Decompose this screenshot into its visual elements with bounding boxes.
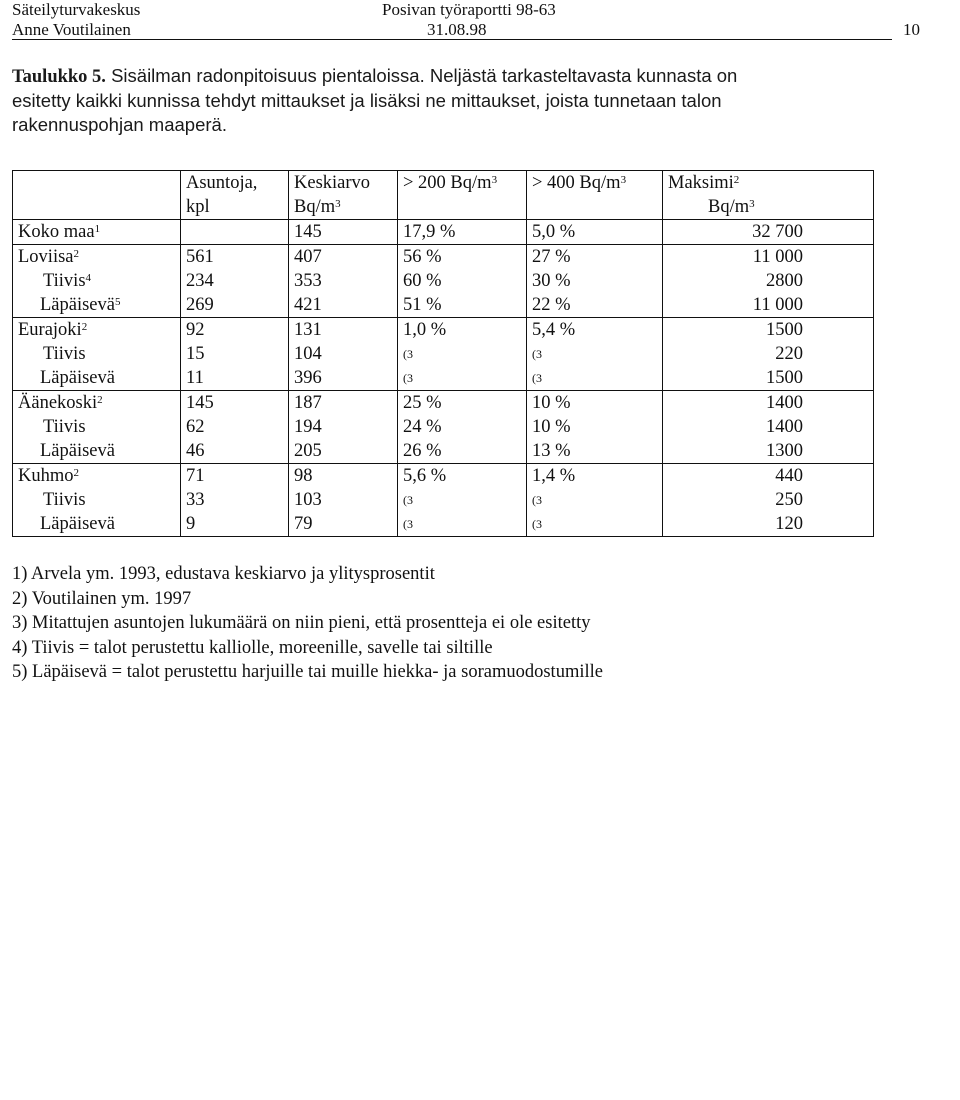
- superscript-note: 3: [620, 174, 627, 186]
- row-name: Läpäisevä: [40, 295, 115, 315]
- max-cell: [663, 464, 874, 489]
- row-label: [13, 220, 181, 245]
- table-row: [13, 415, 874, 439]
- mean-cell: [289, 245, 398, 270]
- cell-value: 5,6 %: [403, 466, 447, 486]
- over200-cell: [398, 220, 527, 245]
- max-cell: [663, 415, 874, 439]
- cell-value: 103: [294, 490, 322, 510]
- cell-value: 396: [294, 368, 322, 388]
- over400-cell: [527, 391, 663, 416]
- header-cell: [663, 171, 874, 220]
- over400-cell: [527, 512, 663, 537]
- count-cell: [181, 415, 289, 439]
- mean-cell: [289, 415, 398, 439]
- row-label: [13, 464, 181, 489]
- header-line1: Asuntoja,: [186, 173, 258, 193]
- superscript-note: 3: [749, 198, 755, 210]
- over200-cell: [398, 366, 527, 391]
- cell-value: 269: [186, 295, 214, 315]
- cell-value: 145: [186, 393, 214, 413]
- cell-value: 250: [775, 490, 803, 510]
- cell-value: 145: [294, 222, 322, 242]
- count-cell: [181, 464, 289, 489]
- cell-value: 92: [186, 320, 205, 340]
- header-line1: > 200 Bq/m: [403, 173, 492, 193]
- count-cell: [181, 488, 289, 512]
- cell-value: 60 %: [403, 271, 442, 291]
- header-line2: kpl: [186, 197, 210, 217]
- header-report: Posivan työraportti 98-63: [382, 0, 556, 19]
- row-name: Kuhmo: [18, 466, 74, 486]
- count-cell: [181, 512, 289, 537]
- cell-value: 32 700: [752, 222, 803, 242]
- cell-value: 440: [775, 466, 803, 486]
- row-label: [13, 391, 181, 416]
- cell-value: 1400: [766, 393, 803, 413]
- mean-cell: [289, 391, 398, 416]
- table-row: [13, 245, 874, 270]
- cell-value: 46: [186, 441, 205, 461]
- row-label: [13, 269, 181, 293]
- cell-value: 2800: [766, 271, 803, 291]
- max-cell: [663, 391, 874, 416]
- max-cell: [663, 488, 874, 512]
- row-label: [13, 439, 181, 464]
- note-3-marker: (3: [532, 347, 542, 361]
- count-cell: [181, 366, 289, 391]
- over200-cell: [398, 415, 527, 439]
- cell-value: 407: [294, 247, 322, 267]
- header-line1: Keskiarvo: [294, 173, 371, 193]
- cell-value: 26 %: [403, 441, 442, 461]
- table-header-row: [13, 171, 874, 220]
- over400-cell: [527, 464, 663, 489]
- table-row: [13, 439, 874, 464]
- row-label: [13, 342, 181, 366]
- cell-value: 353: [294, 271, 322, 291]
- over400-cell: [527, 366, 663, 391]
- cell-value: 22 %: [532, 295, 571, 315]
- over400-cell: [527, 220, 663, 245]
- cell-value: 187: [294, 393, 322, 413]
- row-name: Läpäisevä: [40, 514, 115, 534]
- count-cell: [181, 391, 289, 416]
- cell-value: 11: [186, 368, 204, 388]
- superscript-note: 2: [73, 467, 79, 479]
- cell-value: 13 %: [532, 441, 571, 461]
- row-label: [13, 366, 181, 391]
- row-name: Läpäisevä: [40, 441, 115, 461]
- max-cell: [663, 366, 874, 391]
- note-3-marker: (3: [403, 517, 413, 531]
- header-author: Anne Voutilainen: [12, 20, 131, 39]
- cell-value: 79: [294, 514, 313, 534]
- superscript-note: 4: [85, 272, 92, 284]
- mean-cell: [289, 269, 398, 293]
- header-org: Säteilyturvakeskus: [12, 0, 141, 19]
- header-line2: Bq/m: [708, 197, 750, 217]
- header-date: 31.08.98: [427, 20, 487, 39]
- cell-value: 10 %: [532, 393, 571, 413]
- footnote: 5) Läpäisevä = talot perustettu harjuille tai muille hiekka- ja soramuodostumille: [12, 662, 603, 682]
- mean-cell: [289, 464, 398, 489]
- header-cell: [527, 171, 663, 220]
- mean-cell: [289, 366, 398, 391]
- footnote: 3) Mitattujen asuntojen lukumäärä on niin pieni, että prosentteja ei ole esitetty: [12, 613, 591, 633]
- over200-cell: [398, 512, 527, 537]
- mean-cell: [289, 439, 398, 464]
- cell-value: 33: [186, 490, 205, 510]
- header-line1: > 400 Bq/m: [532, 173, 621, 193]
- mean-cell: [289, 342, 398, 366]
- row-name: Eurajoki: [18, 320, 82, 340]
- cell-value: 234: [186, 271, 214, 291]
- max-cell: [663, 245, 874, 270]
- cell-value: 1,0 %: [403, 320, 447, 340]
- cell-value: 71: [186, 466, 205, 486]
- note-3-marker: (3: [532, 493, 542, 507]
- header-rule: [12, 39, 892, 40]
- cell-value: 1300: [766, 441, 803, 461]
- cell-value: 98: [294, 466, 313, 486]
- cell-value: 25 %: [403, 393, 442, 413]
- row-name: Tiivis: [43, 271, 86, 291]
- count-cell: [181, 293, 289, 318]
- table-row: [13, 488, 874, 512]
- note-3-marker: (3: [403, 493, 413, 507]
- over200-cell: [398, 245, 527, 270]
- max-cell: [663, 318, 874, 343]
- cell-value: 56 %: [403, 247, 442, 267]
- cell-value: 104: [294, 344, 322, 364]
- table-row: [13, 342, 874, 366]
- over400-cell: [527, 318, 663, 343]
- cell-value: 1500: [766, 320, 803, 340]
- table-row: [13, 391, 874, 416]
- over400-cell: [527, 245, 663, 270]
- max-cell: [663, 293, 874, 318]
- cell-value: 17,9 %: [403, 222, 456, 242]
- count-cell: [181, 318, 289, 343]
- over400-cell: [527, 342, 663, 366]
- table-row: [13, 464, 874, 489]
- cell-value: 10 %: [532, 417, 571, 437]
- cell-value: 5,0 %: [532, 222, 576, 242]
- cell-value: 220: [775, 344, 803, 364]
- over200-cell: [398, 342, 527, 366]
- over200-cell: [398, 318, 527, 343]
- cell-value: 5,4 %: [532, 320, 576, 340]
- superscript-note: 2: [733, 174, 740, 186]
- note-3-marker: (3: [403, 347, 413, 361]
- row-name: Äänekoski: [18, 393, 98, 413]
- count-cell: [181, 439, 289, 464]
- table-row: [13, 269, 874, 293]
- footnote: 2) Voutilainen ym. 1997: [12, 588, 192, 609]
- max-cell: [663, 439, 874, 464]
- over200-cell: [398, 269, 527, 293]
- table-caption: [12, 64, 792, 137]
- superscript-note: 3: [335, 198, 341, 210]
- count-cell: [181, 220, 289, 245]
- cell-value: 205: [294, 441, 322, 461]
- row-name: Koko maa: [18, 222, 95, 242]
- superscript-note: 2: [97, 394, 103, 406]
- over400-cell: [527, 415, 663, 439]
- cell-value: 11 000: [752, 247, 803, 267]
- mean-cell: [289, 488, 398, 512]
- superscript-note: 3: [491, 174, 498, 186]
- max-cell: [663, 220, 874, 245]
- header-line1: Maksimi: [668, 173, 734, 193]
- over400-cell: [527, 293, 663, 318]
- over400-cell: [527, 439, 663, 464]
- cell-value: 27 %: [532, 247, 571, 267]
- row-label: [13, 488, 181, 512]
- over200-cell: [398, 391, 527, 416]
- cell-value: 421: [294, 295, 322, 315]
- caption-text: Sisäilman radonpitoisuus pientaloissa. Neljästä tarkasteltavasta kunnasta on esitetty kaikki kunnissa tehdyt mittaukset ja lisäksi ne mittaukset, joista tunnetaan talon rakennuspohjan maaperä.: [12, 65, 738, 135]
- row-name: Tiivis: [43, 490, 86, 510]
- over200-cell: [398, 488, 527, 512]
- cell-value: 1,4 %: [532, 466, 576, 486]
- cell-value: 1400: [766, 417, 803, 437]
- mean-cell: [289, 318, 398, 343]
- cell-value: 561: [186, 247, 214, 267]
- max-cell: [663, 269, 874, 293]
- count-cell: [181, 342, 289, 366]
- note-3-marker: (3: [403, 371, 413, 385]
- over400-cell: [527, 269, 663, 293]
- superscript-note: 2: [73, 248, 79, 260]
- cell-value: 51 %: [403, 295, 442, 315]
- header-page-number: 10: [903, 20, 920, 39]
- mean-cell: [289, 220, 398, 245]
- table-row: [13, 512, 874, 537]
- row-name: Tiivis: [43, 344, 86, 364]
- over200-cell: [398, 464, 527, 489]
- radon-table: [12, 170, 874, 537]
- row-label: [13, 245, 181, 270]
- count-cell: [181, 245, 289, 270]
- cell-value: 30 %: [532, 271, 571, 291]
- row-label: [13, 415, 181, 439]
- header-cell: [181, 171, 289, 220]
- cell-value: 9: [186, 514, 196, 534]
- footnotes: [12, 562, 603, 685]
- over200-cell: [398, 293, 527, 318]
- cell-value: 24 %: [403, 417, 442, 437]
- header-line2: Bq/m: [294, 197, 336, 217]
- note-3-marker: (3: [532, 517, 542, 531]
- row-label: [13, 293, 181, 318]
- mean-cell: [289, 293, 398, 318]
- cell-value: 15: [186, 344, 205, 364]
- row-name: Läpäisevä: [40, 368, 115, 388]
- over400-cell: [527, 488, 663, 512]
- mean-cell: [289, 512, 398, 537]
- cell-value: 120: [775, 514, 803, 534]
- row-label: [13, 318, 181, 343]
- footnote: 1) Arvela ym. 1993, edustava keskiarvo ja ylitysprosentit: [12, 564, 435, 584]
- cell-value: 62: [186, 417, 205, 437]
- row-name: Loviisa: [18, 247, 74, 267]
- row-label: [13, 512, 181, 537]
- header-cell: [398, 171, 527, 220]
- header-cell: [13, 171, 181, 220]
- row-name: Tiivis: [43, 417, 86, 437]
- cell-value: 1500: [766, 368, 803, 388]
- table-row: [13, 220, 874, 245]
- header-cell: [289, 171, 398, 220]
- table-row: [13, 366, 874, 391]
- caption-label: Taulukko 5.: [12, 67, 106, 87]
- footnote: 4) Tiivis = talot perustettu kalliolle, moreenille, savelle tai siltille: [12, 637, 493, 658]
- cell-value: 11 000: [752, 295, 803, 315]
- max-cell: [663, 342, 874, 366]
- table-row: [13, 318, 874, 343]
- superscript-note: 1: [94, 223, 101, 235]
- note-3-marker: (3: [532, 371, 542, 385]
- page-header: [12, 0, 920, 40]
- cell-value: 194: [294, 417, 322, 437]
- cell-value: 131: [294, 320, 322, 340]
- max-cell: [663, 512, 874, 537]
- table-row: [13, 293, 874, 318]
- over200-cell: [398, 439, 527, 464]
- superscript-note: 2: [81, 321, 88, 333]
- superscript-note: 5: [115, 296, 121, 308]
- count-cell: [181, 269, 289, 293]
